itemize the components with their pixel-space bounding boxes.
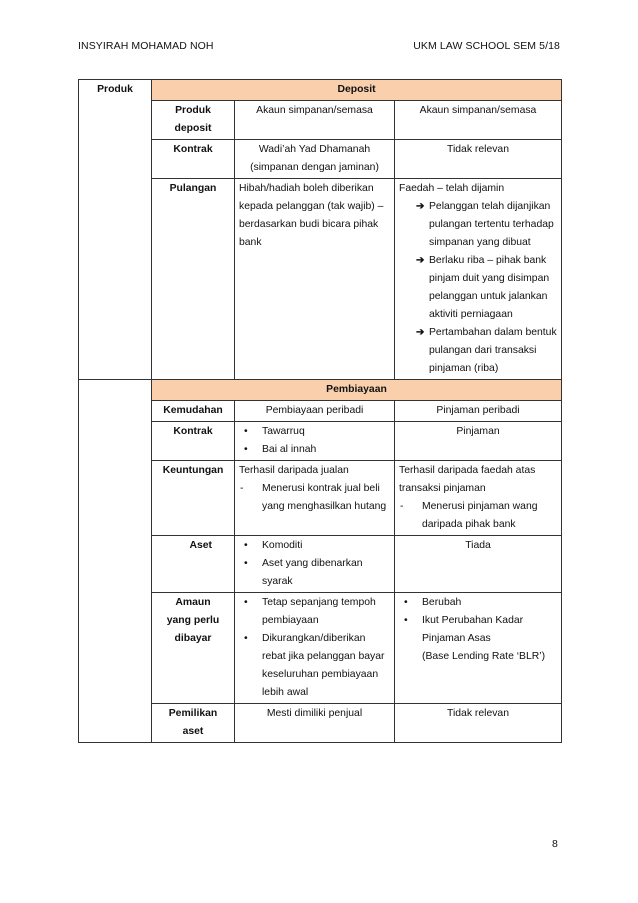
pulangan-label: Pulangan <box>152 179 235 380</box>
pulangan-col2 <box>395 179 562 380</box>
table-row <box>79 179 562 380</box>
list-item: ➔ Berlaku riba – pihak bank pinjam duit yang disimpan pelanggan untuk jalankan aktiviti perniagaan <box>399 252 557 324</box>
kontrak-deposit-col1: Wadi’ah Yad Dhamanah (simpanan dengan jaminan) <box>235 140 395 179</box>
kemudahan-col2: Pinjaman peribadi <box>395 401 562 422</box>
list-item: • Tetap sepanjang tempoh pembiayaan <box>239 594 390 630</box>
list-item: • Berubah <box>399 594 557 612</box>
keuntungan-col1 <box>235 461 395 536</box>
amaun-col1 <box>235 593 395 704</box>
produk-blank-cell <box>79 380 152 743</box>
list-item: - Menerusi pinjaman wang daripada pihak bank <box>399 498 557 534</box>
header-course: UKM LAW SCHOOL SEM 5/18 <box>413 40 560 52</box>
pembiayaan-heading: Pembiayaan <box>152 380 562 401</box>
table-row <box>79 401 562 422</box>
kemudahan-col1: Pembiayaan peribadi <box>235 401 395 422</box>
aset-label: Aset <box>152 536 235 593</box>
pulangan-list <box>399 198 557 378</box>
produk-deposit-label: Produk deposit <box>152 101 235 140</box>
produk-deposit-col1: Akaun simpanan/semasa <box>235 101 395 140</box>
table-row <box>79 536 562 593</box>
page-number: 8 <box>552 838 558 850</box>
table-row <box>79 380 562 401</box>
keuntungan-label: Keuntungan <box>152 461 235 536</box>
kontrak-pembiayaan-col2: Pinjaman <box>395 422 562 461</box>
keuntungan-col1-intro: Terhasil daripada jualan <box>239 465 349 476</box>
pulangan-col2-intro: Faedah – telah dijamin <box>399 183 505 194</box>
deposit-heading: Deposit <box>152 80 562 101</box>
list-item: • Tawarruq <box>239 423 390 441</box>
aset-col2: Tiada <box>395 536 562 593</box>
amaun-col2 <box>395 593 562 704</box>
produk-label: Produk <box>79 80 152 380</box>
amaun-col2-note: (Base Lending Rate ‘BLR’) <box>422 651 546 662</box>
table-row <box>79 704 562 743</box>
produk-deposit-col2: Akaun simpanan/semasa <box>395 101 562 140</box>
list-item: • Bai al innah <box>239 441 390 459</box>
keuntungan-col2-intro: Terhasil daripada faedah atas transaksi pinjaman <box>399 465 536 494</box>
keuntungan-col2 <box>395 461 562 536</box>
kontrak-pembiayaan-label: Kontrak <box>152 422 235 461</box>
list-item: • Aset yang dibenarkan syarak <box>239 555 390 591</box>
list-item: • Komoditi <box>239 537 390 555</box>
table-row <box>79 101 562 140</box>
kontrak-pembiayaan-col1 <box>235 422 395 461</box>
pemilikan-col2: Tidak relevan <box>395 704 562 743</box>
kemudahan-label: Kemudahan <box>152 401 235 422</box>
kontrak-deposit-label: Kontrak <box>152 140 235 179</box>
table-row <box>79 140 562 179</box>
table-row <box>79 593 562 704</box>
list-item: ➔ Pelanggan telah dijanjikan pulangan tertentu terhadap simpanan yang dibuat <box>399 198 557 252</box>
comparison-table <box>78 79 562 743</box>
aset-col1 <box>235 536 395 593</box>
list-item: • Dikurangkan/diberikan rebat jika pelanggan bayar keseluruhan pembiayaan lebih awal <box>239 630 390 702</box>
pemilikan-label: Pemilikan aset <box>152 704 235 743</box>
list-item: - Menerusi kontrak jual beli yang menghasilkan hutang <box>239 480 390 516</box>
table-row <box>79 80 562 101</box>
header-author: INSYIRAH MOHAMAD NOH <box>78 40 214 52</box>
table-row <box>79 422 562 461</box>
kontrak-deposit-col2: Tidak relevan <box>395 140 562 179</box>
pulangan-col1: Hibah/hadiah boleh diberikan kepada pelanggan (tak wajib) – berdasarkan budi bicara pihak bank <box>235 179 395 380</box>
list-item: ➔ Pertambahan dalam bentuk pulangan dari transaksi pinjaman (riba) <box>399 324 557 378</box>
table-row <box>79 461 562 536</box>
amaun-label: Amaun yang perlu dibayar <box>152 593 235 704</box>
list-item: • Ikut Perubahan Kadar Pinjaman Asas <box>399 612 557 648</box>
pemilikan-col1: Mesti dimiliki penjual <box>235 704 395 743</box>
